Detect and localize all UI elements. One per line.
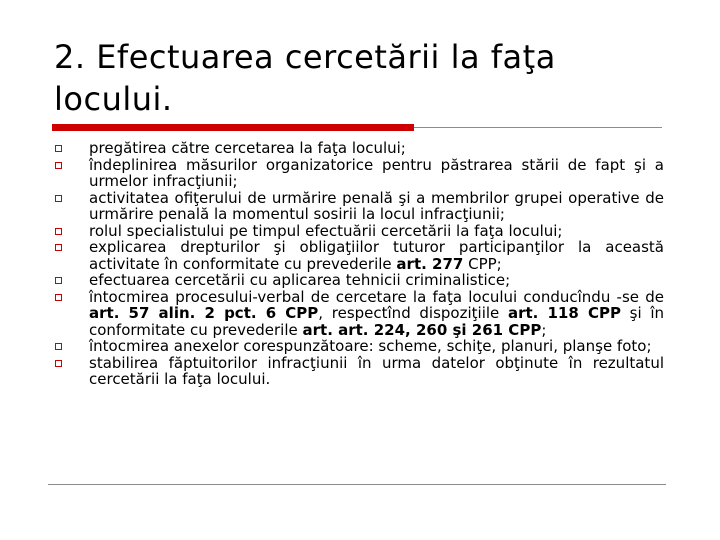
square-bullet-icon — [55, 195, 62, 202]
square-bullet-icon — [55, 162, 62, 169]
bullet-text-bold: art. 118 CPP — [507, 304, 621, 322]
bullet-item — [54, 157, 664, 190]
bullet-text: pregătirea către cercetarea la faţa locului; — [89, 139, 406, 157]
bullet-text-bold: art. art. 224, 260 şi 261 CPP — [302, 320, 542, 339]
bullet-item — [54, 355, 664, 388]
bullet-item — [54, 338, 664, 355]
slide-title: 2. Efectuarea cercetării la faţa locului. — [54, 38, 556, 118]
bullet-text: întocmirea procesului-verbal de cercetare la faţa locului conducîndu -se de — [89, 287, 664, 306]
footer-divider — [48, 484, 666, 485]
bullet-item — [54, 289, 664, 339]
square-bullet-icon — [55, 360, 62, 367]
bullet-text: , respectînd dispoziţiile — [318, 304, 508, 322]
bullet-text: efectuarea cercetării cu aplicarea tehnicii criminalistice; — [89, 271, 511, 289]
bullet-text: întocmirea anexelor corespunzătoare: scheme, schiţe, planuri, planşe foto; — [89, 337, 652, 355]
square-bullet-icon — [55, 145, 62, 152]
bullet-item — [54, 239, 664, 272]
square-bullet-icon — [55, 277, 62, 284]
bullet-text: stabilirea făptuitorilor infracţiunii în urma datelor obţinute în rezultatul cercetării la faţa locului. — [89, 353, 664, 388]
bullet-item — [54, 140, 664, 157]
bullet-item — [54, 223, 664, 240]
bullet-text-bold: art. 277 — [396, 254, 464, 273]
square-bullet-icon — [55, 228, 62, 235]
bullet-item — [54, 190, 664, 223]
bullet-item — [54, 272, 664, 289]
bullet-text: rolul specialistului pe timpul efectuării cercetării la faţa locului; — [89, 221, 563, 240]
square-bullet-icon — [55, 343, 62, 350]
bullet-text: CPP; — [463, 254, 502, 273]
bullet-text: ; — [541, 320, 547, 339]
bullet-text-bold: art. 57 alin. 2 pct. 6 CPP — [89, 304, 319, 322]
bullet-text: activitatea ofiţerului de urmărire penală şi a membrilor grupei operative de urmărire penală la momentul sosirii la locul infracţiunii; — [89, 188, 664, 223]
bullet-text: şi în conformitate cu prevederile — [89, 304, 664, 339]
square-bullet-icon — [55, 294, 62, 301]
bullet-list — [54, 140, 664, 388]
title-accent-bar — [52, 124, 414, 131]
bullet-text: îndeplinirea măsurilor organizatorice pentru păstrarea stării de fapt şi a urmelor infracţiunii; — [89, 155, 664, 190]
bullet-text: explicarea drepturilor şi obligaţiilor tuturor participanţilor la această activitate în conformitate cu prevederile — [89, 238, 664, 273]
square-bullet-icon — [55, 244, 62, 251]
